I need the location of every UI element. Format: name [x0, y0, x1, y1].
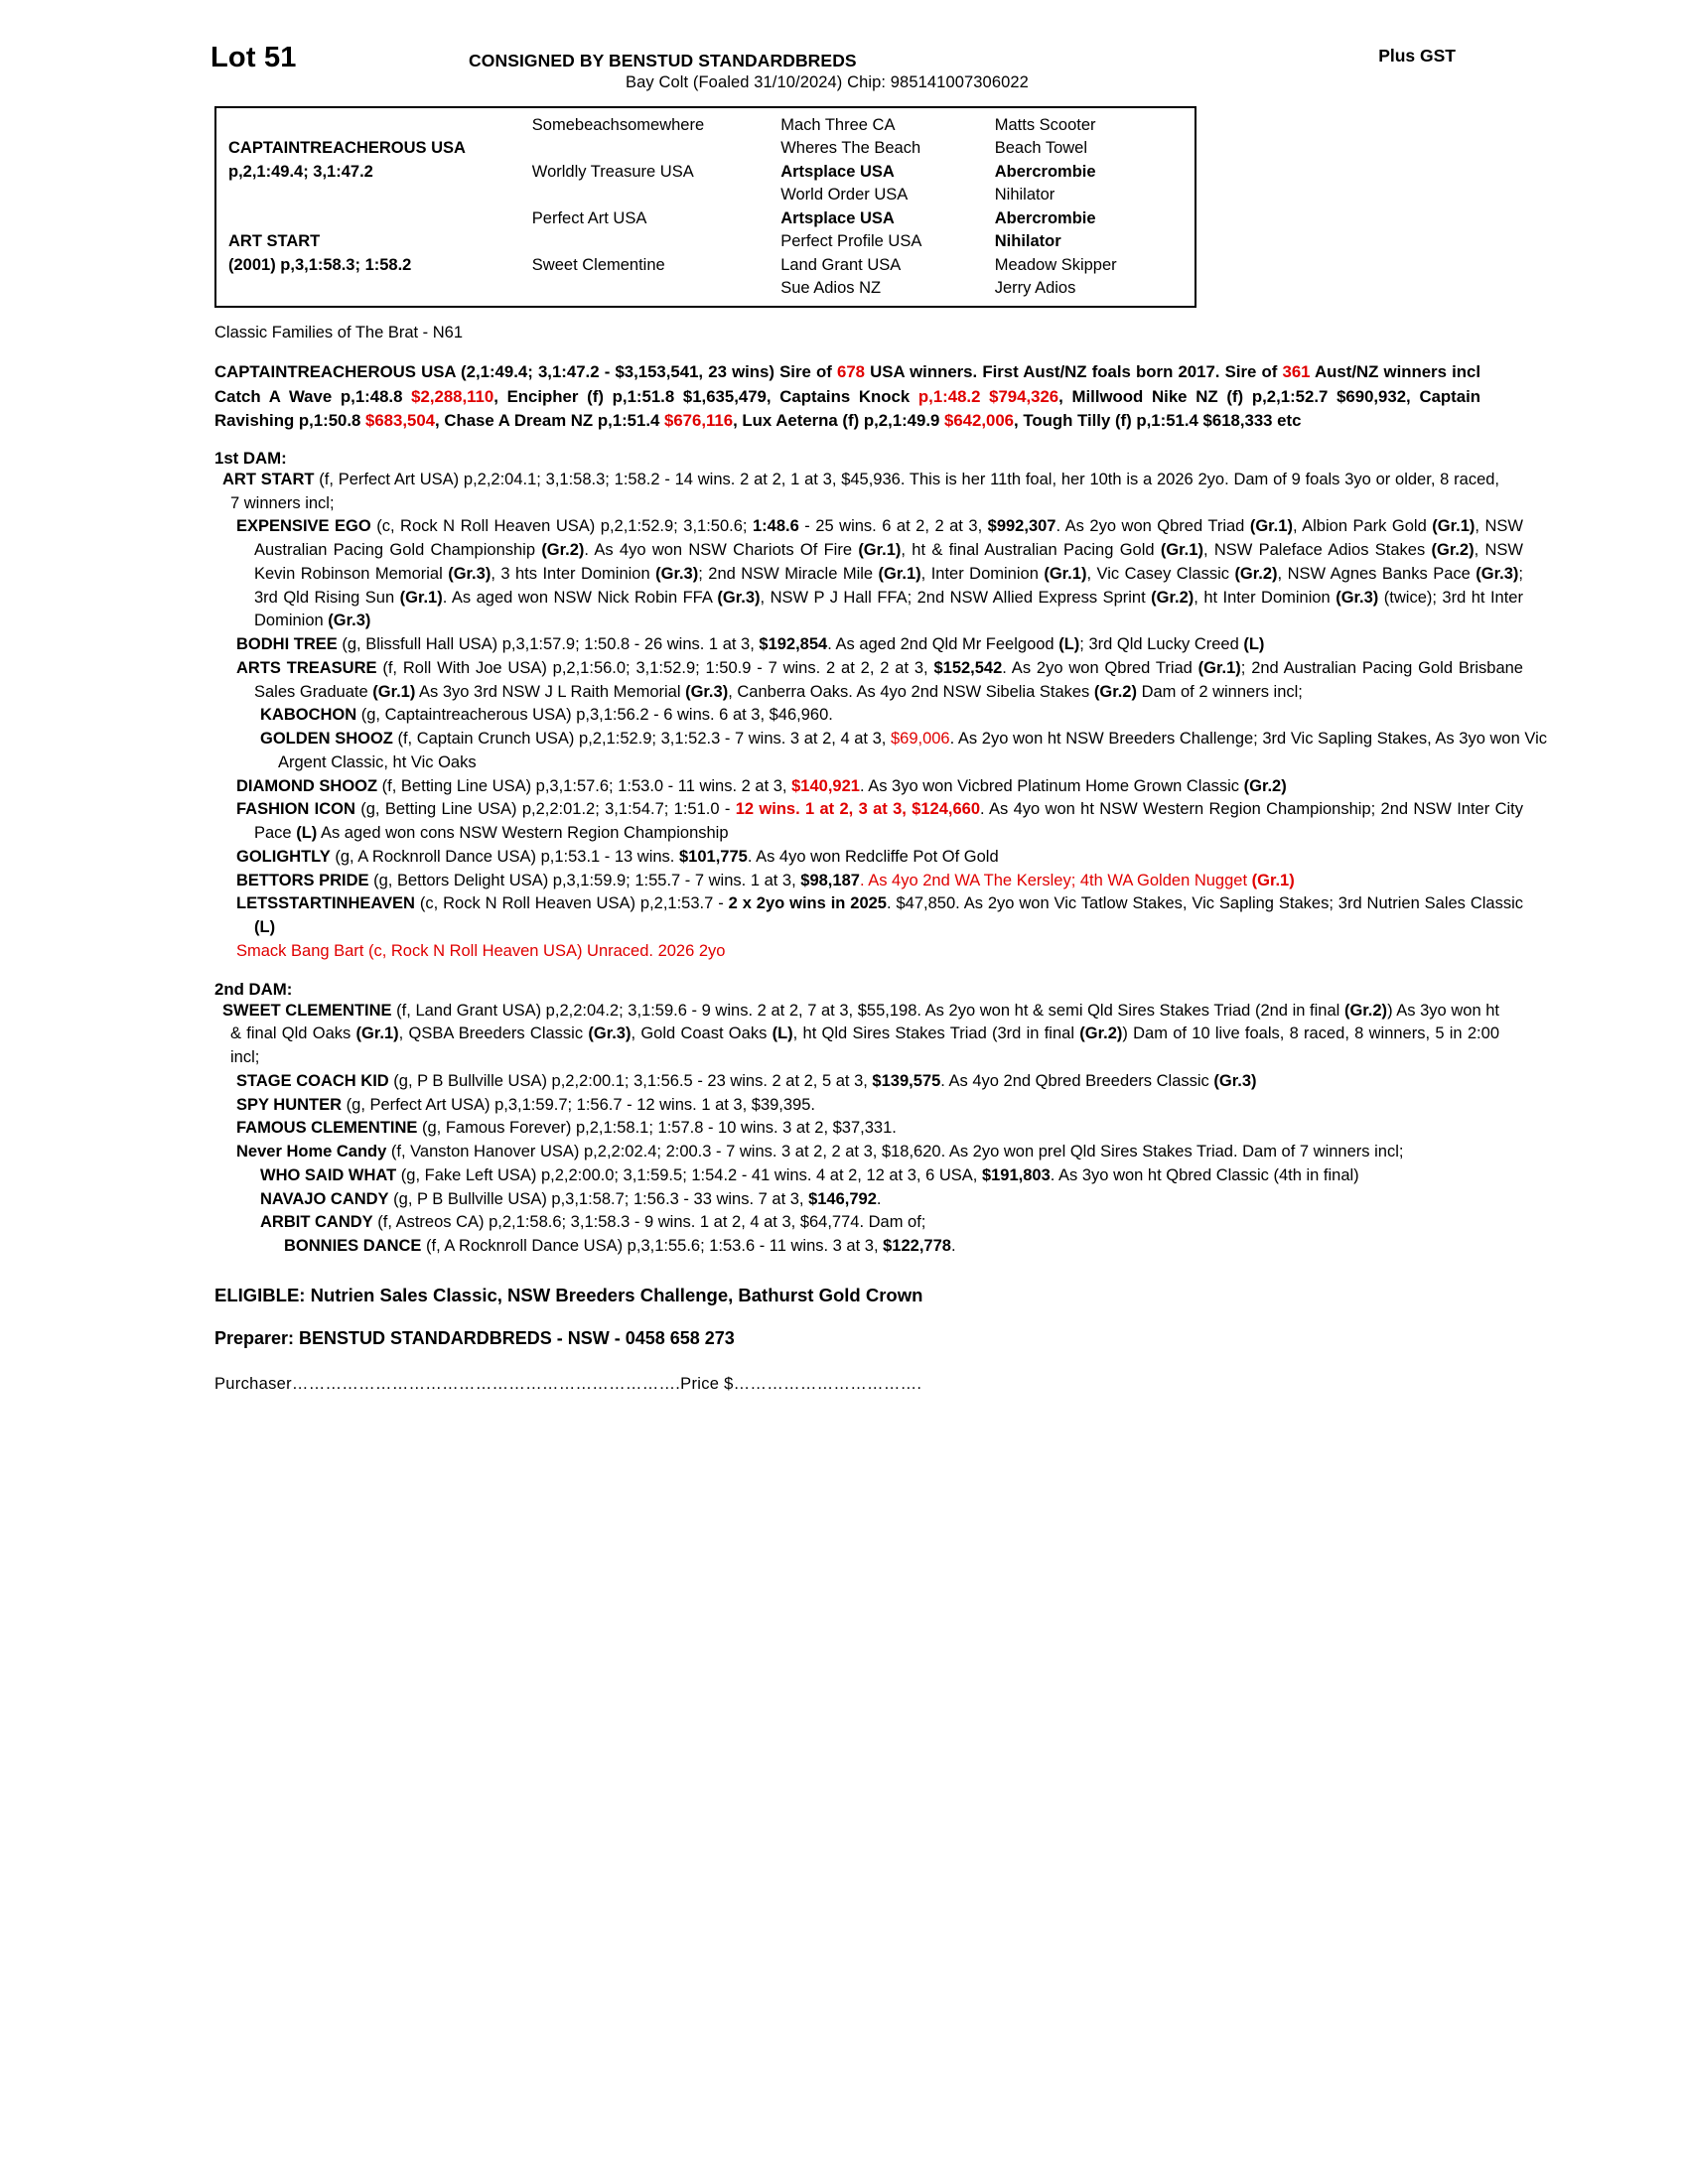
entry-name: WHO SAID WHAT: [260, 1165, 397, 1184]
pedigree-entry: [214, 1117, 1523, 1141]
entry-name: (Gr.2): [1431, 541, 1475, 560]
pedigree-granddam-cell: Matts Scooter: [994, 116, 1096, 134]
entry-text: . As 2yo won Qbred Triad: [1055, 517, 1250, 536]
pedigree-sire-cell: p,2,1:49.4; 3,1:47.2: [228, 162, 373, 181]
entry-name: (Gr.1): [372, 682, 416, 701]
entry-name: 12 wins. 1 at 2, 3 at 3, $124,660: [735, 800, 981, 819]
lot-number: Lot 51: [211, 42, 297, 73]
entry-text: (g, Blissfull Hall USA) p,3,1:57.9; 1:50.8 - 26 wins. 1 at 3,: [337, 635, 760, 654]
plain-text: , Encipher (f) p,1:51.8 $1,635,479, Captains Knock: [493, 386, 918, 406]
entry-name: LETSSTARTINHEAVEN: [236, 894, 415, 913]
sire-summary: [214, 360, 1480, 433]
entry-name: ARTS TREASURE: [236, 658, 377, 677]
pedigree-entry: [214, 515, 1523, 633]
entry-name: BODHI TREE: [236, 635, 338, 654]
entry-text: . As 4yo 2nd Qbred Breeders Classic: [940, 1071, 1214, 1090]
pedigree-entry: [214, 657, 1523, 705]
pedigree-grandsire-cell: Land Grant USA: [780, 255, 902, 274]
pedigree-sire-cell: (2001) p,3,1:58.3; 1:58.2: [228, 255, 412, 274]
entry-name: BETTORS PRIDE: [236, 871, 369, 889]
plain-text: USA winners. First Aust/NZ foals born 2017. Sire of: [864, 362, 1283, 382]
entry-name: NAVAJO CANDY: [260, 1189, 389, 1208]
entry-name: (L): [254, 918, 276, 937]
plain-text: CAPTAINTREACHEROUS USA (2,1:49.4; 3,1:47.2 - $3,153,541, 23 wins) Sire of: [214, 362, 837, 382]
purchaser-line: Purchaser…………………………………………………………….Price $…………………………….: [214, 1374, 922, 1393]
pedigree-entry: [214, 798, 1523, 846]
entry-name: 2 x 2yo wins in 2025: [728, 894, 887, 913]
entry-text: (f, A Rocknroll Dance USA) p,3,1:55.6; 1:53.6 - 11 wins. 3 at 3,: [421, 1237, 884, 1256]
pedigree-dam-cell: Somebeachsomewhere: [531, 116, 705, 134]
entry-name: $98,187: [800, 871, 860, 889]
pedigree-row: [216, 254, 1195, 277]
first-dam-heading: 1st DAM:: [214, 448, 287, 468]
pedigree-entry: [214, 1211, 1547, 1235]
entry-text: (f, Vanston Hanover USA) p,2,2:02.4; 2:00.3 - 7 wins. 3 at 2, 2 at 3, $18,620. As 2yo won prel Qld Sires Stakes Triad. Dam of 7 winners incl;: [386, 1143, 1404, 1161]
entry-name: $192,854: [759, 635, 828, 654]
entry-name: (Gr.1): [878, 564, 921, 583]
entry-text: , NSW P J Hall FFA; 2nd NSW Allied Express Sprint: [760, 588, 1152, 607]
entry-text: As aged won cons NSW Western Region Championship: [317, 824, 729, 843]
pedigree-granddam-cell: Meadow Skipper: [994, 255, 1117, 274]
entry-text: . As aged 2nd Qld Mr Feelgood: [827, 635, 1059, 654]
pedigree-entry: [214, 1000, 1499, 1070]
entry-name: (L): [1058, 635, 1080, 654]
entry-name: (Gr.3): [655, 564, 699, 583]
entry-text: (f, Astreos CA) p,2,1:58.6; 3,1:58.3 - 9 wins. 1 at 2, 4 at 3, $64,774. Dam of;: [372, 1213, 926, 1232]
entry-name: ART START: [222, 470, 315, 488]
entry-text: . As 4yo won ht NSW Western Region Championship; 2nd NSW Inter City Pace: [254, 800, 1523, 843]
pedigree-grandsire-cell: Perfect Profile USA: [780, 232, 922, 251]
entry-name: (Gr.3): [685, 682, 729, 701]
entry-name: (L): [296, 824, 318, 843]
entry-text: , Vic Casey Classic: [1086, 564, 1235, 583]
entry-name: (Gr.2): [1243, 776, 1287, 795]
highlight-text: $642,006: [944, 410, 1015, 430]
entry-text: , Inter Dominion: [920, 564, 1045, 583]
entry-text: , NSW Australian Pacing Gold Championship: [254, 517, 1523, 560]
entry-text: (twice); 3rd ht Inter Dominion: [254, 588, 1523, 630]
entry-text: As 3yo 3rd NSW J L Raith Memorial: [415, 682, 686, 701]
entry-name: KABOCHON: [260, 706, 357, 725]
entry-text: ; 3rd Qld Lucky Creed: [1079, 635, 1244, 654]
pedigree-entry: [214, 1141, 1523, 1164]
family-line: Classic Families of The Brat - N61: [214, 324, 464, 342]
plain-text: , Chase A Dream NZ p,1:51.4: [435, 410, 664, 430]
pedigree-grandsire-cell: Mach Three CA: [780, 116, 896, 134]
pedigree-row: [216, 114, 1195, 137]
entry-name: (Gr.3): [328, 612, 371, 630]
pedigree-grandsire-cell: Artsplace USA: [780, 162, 895, 181]
pedigree-sire-cell: CAPTAINTREACHEROUS USA: [228, 139, 466, 158]
entry-name: STAGE COACH KID: [236, 1071, 389, 1090]
highlight-text: p,1:48.2 $794,326: [917, 386, 1059, 406]
pedigree-entry: [214, 940, 1523, 964]
pedigree-dam-cell: [528, 230, 776, 253]
entry-name: FAMOUS CLEMENTINE: [236, 1119, 418, 1138]
entry-name: GOLIGHTLY: [236, 847, 331, 866]
page-header: [211, 42, 1483, 75]
entry-name: $992,307: [987, 517, 1056, 536]
entry-name: DIAMOND SHOOZ: [236, 776, 378, 795]
entry-name: ARBIT CANDY: [260, 1213, 373, 1232]
entry-name: GOLDEN SHOOZ: [260, 730, 393, 749]
pedigree-entry: [214, 1235, 1571, 1259]
entry-name: Never Home Candy: [236, 1143, 387, 1161]
entry-text: . As 2yo won Qbred Triad: [1002, 658, 1198, 677]
pedigree-box: [214, 106, 1196, 308]
animal-description: Bay Colt (Foaled 31/10/2024) Chip: 985141007306022: [626, 73, 1029, 91]
entry-text: . As 3yo won Vicbred Platinum Home Grown Classic: [859, 776, 1244, 795]
entry-name: (Gr.2): [1343, 1001, 1388, 1020]
pedigree-entry: [214, 1188, 1547, 1212]
page-sheet: [189, 0, 1547, 1394]
first-dam-entries: [211, 469, 1547, 964]
pedigree-row: [216, 277, 1195, 300]
entry-text: (g, Betting Line USA) p,2,2:01.2; 3,1:54.7; 1:51.0 -: [354, 800, 736, 819]
entry-name: (Gr.2): [1093, 682, 1137, 701]
pedigree-dam-cell: [528, 184, 776, 206]
page-content: [211, 42, 1547, 1394]
pedigree-table: [216, 114, 1195, 300]
entry-text: (g, Bettors Delight USA) p,3,1:59.9; 1:55.7 - 7 wins. 1 at 3,: [368, 871, 801, 889]
highlight-text: $676,116: [664, 410, 734, 430]
pedigree-row: [216, 137, 1195, 160]
entry-text: , NSW Kevin Robinson Memorial: [254, 541, 1523, 583]
entry-name: (Gr.2): [1151, 588, 1195, 607]
entry-text: (f, Captain Crunch USA) p,2,1:52.9; 3,1:52.3 - 7 wins. 3 at 2, 4 at 3,: [392, 730, 891, 749]
pedigree-sire-cell: ART START: [228, 232, 321, 251]
highlight-text: 361: [1282, 362, 1311, 382]
highlight-text: Smack Bang Bart (c, Rock N Roll Heaven USA) Unraced. 2026 2yo: [236, 941, 726, 960]
entry-name: 1:48.6: [753, 517, 799, 536]
entry-text: , Albion Park Gold: [1292, 517, 1433, 536]
pedigree-dam-cell: Worldly Treasure USA: [531, 162, 694, 181]
entry-name: $152,542: [933, 658, 1003, 677]
entry-name: (Gr.3): [588, 1024, 632, 1043]
entry-name: (L): [1243, 635, 1265, 654]
pedigree-entry: [214, 728, 1547, 775]
entry-text: Dam of 2 winners incl;: [1136, 682, 1303, 701]
pedigree-entry: [214, 1164, 1547, 1188]
entry-text: , ht Qld Sires Stakes Triad (3rd in final: [792, 1024, 1080, 1043]
entry-name: (Gr.1): [399, 588, 443, 607]
entry-text: ; 3rd Qld Rising Sun: [254, 564, 1523, 607]
pedigree-grandsire-cell: World Order USA: [780, 186, 909, 205]
pedigree-sire-cell: [216, 114, 528, 137]
pedigree-entry: [214, 775, 1523, 799]
entry-text: ; 2nd Australian Pacing Gold Brisbane Sales Graduate: [254, 658, 1523, 701]
entry-name: (Gr.2): [1234, 564, 1278, 583]
entry-name: $140,921: [791, 776, 860, 795]
entry-text: (f, Roll With Joe USA) p,2,1:56.0; 3,1:52.9; 1:50.9 - 7 wins. 2 at 2, 2 at 3,: [376, 658, 934, 677]
entry-text: . $47,850. As 2yo won Vic Tatlow Stakes, Vic Sapling Stakes; 3rd Nutrien Sales Classic: [886, 894, 1524, 913]
entry-text: , ht & final Australian Pacing Gold: [901, 541, 1161, 560]
entry-text: . As 2yo won ht NSW Breeders Challenge; 3rd Vic Sapling Stakes, As 3yo won Vic Argent Classic, ht Vic Oaks: [278, 730, 1547, 771]
consignor-name: CONSIGNED BY BENSTUD STANDARDBREDS: [469, 51, 857, 70]
entry-text: .: [876, 1189, 882, 1208]
entry-name: SWEET CLEMENTINE: [222, 1001, 392, 1020]
plain-text: , Millwood Nike NZ (f) p,2,1:52.7 $690,932, Captain Ravishing p,1:50.8: [214, 386, 1480, 430]
entry-text: , QSBA Breeders Classic: [398, 1024, 589, 1043]
highlight-text: $683,504: [365, 410, 436, 430]
entry-text: (c, Rock N Roll Heaven USA) p,2,1:52.9; 3,1:50.6;: [370, 517, 753, 536]
pedigree-entry: [214, 1094, 1523, 1118]
entry-text: , 3 hts Inter Dominion: [491, 564, 656, 583]
entry-text: (f, Land Grant USA) p,2,2:04.2; 3,1:59.6 - 9 wins. 2 at 2, 7 at 3, $55,198. As 2yo won ht & semi Qld Sires Stakes Triad (2nd in final: [391, 1001, 1344, 1020]
pedigree-granddam-cell: Jerry Adios: [994, 278, 1076, 297]
entry-text: , Canberra Oaks. As 4yo 2nd NSW Sibelia Stakes: [728, 682, 1094, 701]
pedigree-dam-cell: [528, 137, 776, 160]
entry-name: EXPENSIVE EGO: [236, 517, 371, 536]
plain-text: , Tough Tilly (f) p,1:51.4 $618,333 etc: [1014, 410, 1302, 430]
highlight-text: . As 4yo 2nd WA The Kersley; 4th WA Golden Nugget: [859, 871, 1252, 889]
entry-name: (Gr.3): [1213, 1071, 1257, 1090]
entry-text: (f, Betting Line USA) p,3,1:57.6; 1:53.0 - 11 wins. 2 at 3,: [377, 776, 792, 795]
entry-name: $139,575: [872, 1071, 941, 1090]
pedigree-sire-cell: [216, 277, 528, 300]
entry-text: . As aged won NSW Nick Robin FFA: [442, 588, 718, 607]
entry-name: (Gr.1): [1249, 517, 1293, 536]
second-dam-entries: [211, 1000, 1500, 1259]
entry-name: (Gr.1): [1197, 658, 1241, 677]
entry-name: FASHION ICON: [236, 800, 355, 819]
entry-name: SPY HUNTER: [236, 1095, 343, 1114]
entry-text: (c, Rock N Roll Heaven USA) p,2,1:53.7 -: [414, 894, 729, 913]
entry-text: ; 2nd NSW Miracle Mile: [698, 564, 879, 583]
entry-name: (Gr.2): [1079, 1024, 1123, 1043]
pedigree-dam-cell: [528, 277, 776, 300]
entry-text: ) As 3yo won ht & final Qld Oaks: [230, 1001, 1500, 1043]
entry-text: . As 4yo won Redcliffe Pot Of Gold: [747, 847, 999, 866]
pedigree-granddam-cell: Nihilator: [994, 186, 1055, 205]
entry-text: , NSW Agnes Banks Pace: [1277, 564, 1477, 583]
plain-text: , Lux Aeterna (f) p,2,1:49.9: [733, 410, 945, 430]
highlight-text: $2,288,110: [411, 386, 494, 406]
highlight-text: 678: [836, 362, 865, 382]
pedigree-grandsire-cell: Wheres The Beach: [780, 139, 921, 158]
entry-name: (Gr.3): [1476, 564, 1519, 583]
pedigree-entry: [214, 469, 1499, 516]
pedigree-sire-cell: [216, 184, 528, 206]
entry-text: , ht Inter Dominion: [1194, 588, 1336, 607]
entry-name: (Gr.1): [1160, 541, 1203, 560]
entry-name: $191,803: [981, 1165, 1051, 1184]
entry-text: .: [950, 1237, 956, 1256]
pedigree-granddam-cell: Nihilator: [994, 232, 1061, 251]
entry-text: (f, Perfect Art USA) p,2,2:04.1; 3,1:58.3; 1:58.2 - 14 wins. 2 at 2, 1 at 3, $45,936. This is her 11th foal, her 10th is a 2026 2yo. Dam of 9 foals 3yo or older, 8 raced, 7 winners incl;: [230, 470, 1499, 512]
plain-text: Aust/NZ winners incl Catch A Wave p,1:48.8: [214, 362, 1480, 406]
pedigree-entry: [214, 704, 1547, 728]
entry-name: BONNIES DANCE: [284, 1237, 422, 1256]
pedigree-dam-cell: Perfect Art USA: [531, 208, 647, 227]
pedigree-entry: [214, 892, 1523, 940]
entry-text: . As 3yo won ht Qbred Classic (4th in final): [1050, 1165, 1359, 1184]
highlight-text: $69,006: [890, 730, 950, 749]
preparer-line: Preparer: BENSTUD STANDARDBREDS - NSW - 0458 658 273: [214, 1327, 735, 1348]
plus-gst-label: Plus GST: [1378, 46, 1456, 66]
entry-name: (Gr.1): [355, 1024, 399, 1043]
pedigree-grandsire-cell: Sue Adios NZ: [780, 278, 882, 297]
entry-name: $101,775: [678, 847, 748, 866]
entry-text: (g, A Rocknroll Dance USA) p,1:53.1 - 13 wins.: [330, 847, 679, 866]
pedigree-row: [216, 207, 1195, 230]
entry-name: (Gr.2): [541, 541, 585, 560]
entry-text: ) Dam of 10 live foals, 8 raced, 8 winners, 5 in 2:00 incl;: [230, 1024, 1499, 1067]
entry-name: $146,792: [808, 1189, 877, 1208]
entry-text: . As 4yo won NSW Chariots Of Fire: [584, 541, 859, 560]
pedigree-granddam-cell: Abercrombie: [994, 162, 1096, 181]
pedigree-entry: [214, 1070, 1523, 1094]
pedigree-row: [216, 230, 1195, 253]
pedigree-granddam-cell: Beach Towel: [994, 139, 1088, 158]
second-dam-heading: 2nd DAM:: [214, 979, 293, 999]
entry-name: $122,778: [883, 1237, 951, 1256]
entry-text: , Gold Coast Oaks: [631, 1024, 773, 1043]
entry-text: (g, P B Bullville USA) p,3,1:58.7; 1:56.3 - 33 wins. 7 at 3,: [388, 1189, 809, 1208]
pedigree-dam-cell: Sweet Clementine: [531, 255, 665, 274]
pedigree-entry: [214, 870, 1523, 893]
pedigree-row: [216, 161, 1195, 184]
entry-text: (g, Captaintreacherous USA) p,3,1:56.2 - 6 wins. 6 at 3, $46,960.: [356, 706, 833, 725]
eligible-line: ELIGIBLE: Nutrien Sales Classic, NSW Breeders Challenge, Bathurst Gold Crown: [214, 1284, 923, 1305]
entry-name: (Gr.3): [448, 564, 492, 583]
pedigree-row: [216, 184, 1195, 206]
entry-text: (g, P B Bullville USA) p,2,2:00.1; 3,1:56.5 - 23 wins. 2 at 2, 5 at 3,: [388, 1071, 873, 1090]
pedigree-entry: [214, 633, 1523, 657]
entry-name: (Gr.1): [1432, 517, 1476, 536]
entry-name: (Gr.1): [858, 541, 902, 560]
entry-text: (g, Fake Left USA) p,2,2:00.0; 3,1:59.5; 1:54.2 - 41 wins. 4 at 2, 12 at 3, 6 USA,: [396, 1165, 982, 1184]
pedigree-sire-cell: [216, 207, 528, 230]
entry-name: (Gr.3): [717, 588, 761, 607]
pedigree-entry: [214, 846, 1523, 870]
pedigree-granddam-cell: Abercrombie: [994, 208, 1096, 227]
entry-text: (g, Perfect Art USA) p,3,1:59.7; 1:56.7 - 12 wins. 1 at 3, $39,395.: [342, 1095, 815, 1114]
entry-name: (Gr.3): [1336, 588, 1379, 607]
entry-name: (Gr.1): [1251, 871, 1295, 889]
entry-text: , NSW Paleface Adios Stakes: [1202, 541, 1432, 560]
entry-text: - 25 wins. 6 at 2, 2 at 3,: [798, 517, 988, 536]
pedigree-grandsire-cell: Artsplace USA: [780, 208, 895, 227]
entry-name: (Gr.1): [1044, 564, 1087, 583]
entry-name: (L): [772, 1024, 793, 1043]
entry-text: (g, Famous Forever) p,2,1:58.1; 1:57.8 - 10 wins. 3 at 2, $37,331.: [417, 1119, 897, 1138]
